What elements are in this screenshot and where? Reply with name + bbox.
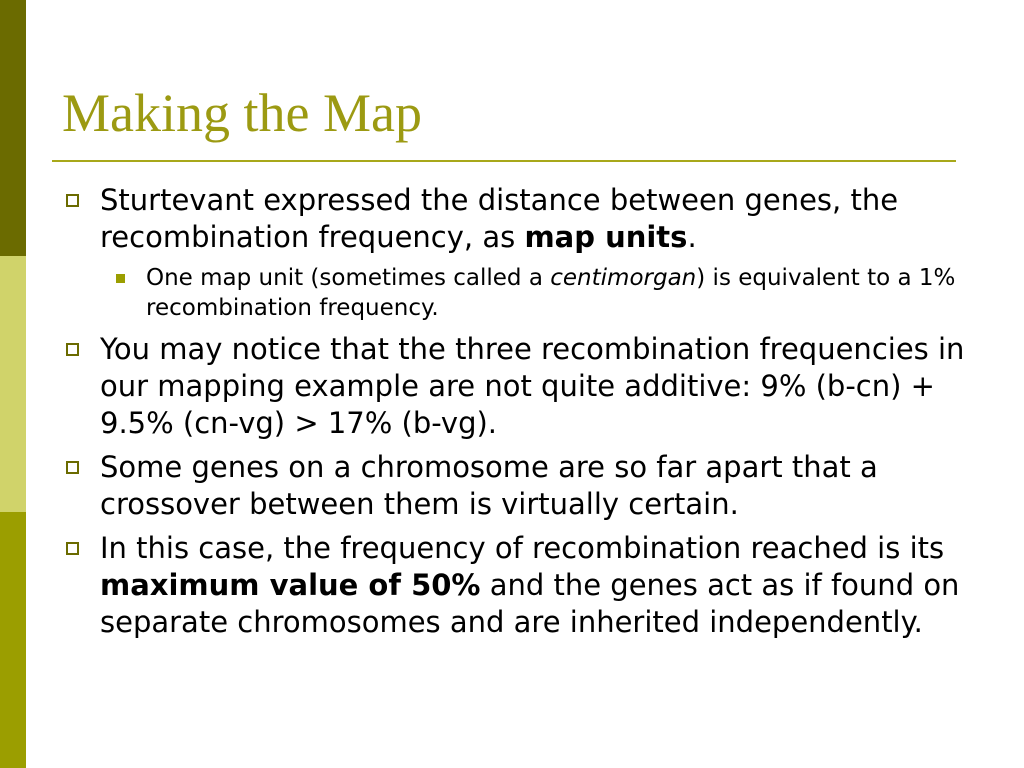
bullet-text: and the genes act as if found on separate chromosomes and are inherited independently. [100, 568, 960, 639]
sidebar-stripe-light [0, 256, 26, 512]
bullet-text: . [687, 220, 697, 254]
sub-bullet-text: One map unit (sometimes called a [146, 265, 551, 291]
hollow-square-bullet-icon [66, 343, 79, 356]
bullet-emphasis: map units [524, 220, 688, 254]
title-divider [52, 160, 956, 162]
bullet-text: Some genes on a chromosome are so far apart that a crossover between them is virtually certain. [100, 450, 878, 521]
filled-square-bullet-icon [116, 274, 125, 283]
sidebar-stripe-mid [0, 512, 26, 768]
sidebar-stripe-dark [0, 0, 26, 256]
bullet-text: You may notice that the three recombination frequencies in our mapping example are not quite additive: 9% (b-cn) + 9.5% (cn-vg) > 17% (b-vg). [100, 332, 965, 440]
sub-bullet-emphasis: centimorgan [550, 265, 697, 291]
hollow-square-bullet-icon [66, 542, 79, 555]
bullet-item [62, 182, 982, 256]
sub-bullet-item [62, 263, 982, 323]
bullet-item [62, 449, 982, 523]
bullet-item [62, 530, 982, 641]
bullet-text: Sturtevant expressed the distance between genes, the recombination frequency, as [100, 183, 899, 254]
hollow-square-bullet-icon [66, 461, 79, 474]
slide-content [62, 182, 982, 648]
bullet-text: In this case, the frequency of recombination reached is its [100, 531, 945, 565]
sub-bullet-text: ) is equivalent to a 1% recombination frequency. [146, 265, 956, 321]
bullet-emphasis: maximum value of 50% [100, 568, 481, 602]
hollow-square-bullet-icon [66, 194, 79, 207]
slide-title: Making the Map [62, 83, 422, 143]
bullet-item [62, 331, 982, 442]
